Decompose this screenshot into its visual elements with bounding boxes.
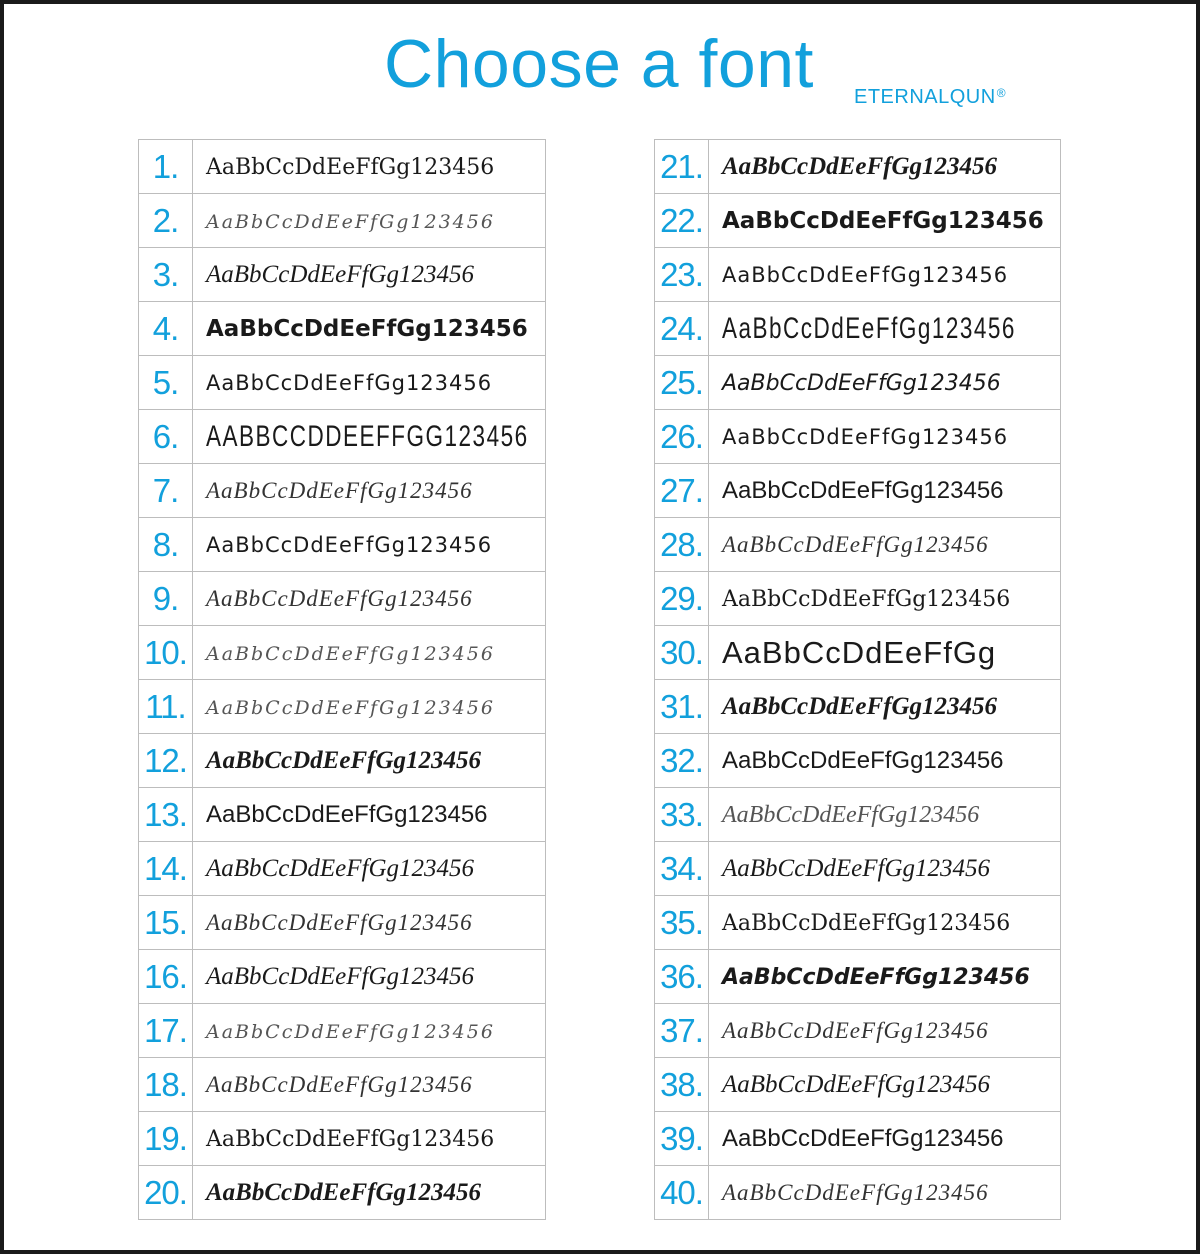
font-number: 26. bbox=[655, 410, 709, 464]
font-sample: AaBbCcDdEeFfGg123456 bbox=[206, 1126, 495, 1152]
font-number: 30. bbox=[655, 626, 709, 680]
font-sample: AaBbCcDdEeFfGg123456 bbox=[722, 370, 1001, 396]
font-sample-cell bbox=[709, 572, 1061, 626]
font-sample: AaBbCcDdEeFfGg123456 bbox=[722, 1070, 991, 1098]
font-number: 24. bbox=[655, 302, 709, 356]
font-sample: AaBbCcDdEeFfGg123456 bbox=[722, 746, 1004, 774]
font-sample: AaBbCcDdEeFfGg123456 bbox=[722, 1017, 989, 1043]
font-sample: AaBbCcDdEeFfGg123456 bbox=[206, 1071, 473, 1097]
font-number: 18. bbox=[139, 1058, 193, 1112]
font-sample-cell bbox=[193, 1058, 546, 1112]
brand-label bbox=[854, 84, 1006, 110]
font-sample-cell bbox=[193, 302, 546, 356]
font-sample-cell bbox=[193, 1004, 546, 1058]
font-table-right bbox=[654, 139, 1061, 1220]
font-sample-cell bbox=[709, 734, 1061, 788]
font-sample: AaBbCcDdEeFfGg123456 bbox=[722, 424, 1009, 449]
table-row[interactable] bbox=[139, 896, 546, 950]
font-number: 2. bbox=[139, 194, 193, 248]
font-sample-cell bbox=[193, 1112, 546, 1166]
font-number: 38. bbox=[655, 1058, 709, 1112]
font-sample: AaBbCcDdEeFfGg123456 bbox=[722, 311, 1016, 345]
table-row[interactable] bbox=[655, 356, 1061, 410]
table-row[interactable] bbox=[139, 1058, 546, 1112]
font-sample: AaBbCcDdEeFfGg123456 bbox=[722, 586, 1011, 612]
table-row[interactable] bbox=[139, 842, 546, 896]
font-sample: AaBbCcDdEeFfGg123456 bbox=[722, 152, 997, 180]
font-sample: AaBbCcDdEeFfGg123456 bbox=[206, 909, 473, 935]
font-number: 25. bbox=[655, 356, 709, 410]
font-sample-cell bbox=[193, 248, 546, 302]
font-sample-cell bbox=[193, 788, 546, 842]
font-number: 33. bbox=[655, 788, 709, 842]
font-sample-cell bbox=[709, 464, 1061, 518]
table-row[interactable] bbox=[139, 518, 546, 572]
table-row[interactable] bbox=[655, 1058, 1061, 1112]
font-sample: AABBCCDDEEFFGG123456 bbox=[206, 419, 529, 453]
font-sample-cell bbox=[193, 572, 546, 626]
table-row[interactable] bbox=[655, 464, 1061, 518]
font-number: 1. bbox=[139, 140, 193, 194]
table-row[interactable] bbox=[655, 1166, 1061, 1220]
font-sample-cell bbox=[193, 518, 546, 572]
table-row[interactable] bbox=[655, 842, 1061, 896]
table-row[interactable] bbox=[655, 572, 1061, 626]
font-sample-cell bbox=[709, 302, 1061, 356]
table-row[interactable] bbox=[139, 680, 546, 734]
font-sample: AaBbCcDdEeFfGg123456 bbox=[206, 260, 475, 288]
font-sample-cell bbox=[709, 248, 1061, 302]
font-number: 37. bbox=[655, 1004, 709, 1058]
font-sample-cell bbox=[709, 1058, 1061, 1112]
table-row[interactable] bbox=[139, 248, 546, 302]
font-number: 27. bbox=[655, 464, 709, 518]
table-row[interactable] bbox=[655, 140, 1061, 194]
font-number: 16. bbox=[139, 950, 193, 1004]
font-sample-cell bbox=[193, 950, 546, 1004]
table-row[interactable] bbox=[139, 572, 546, 626]
table-row[interactable] bbox=[139, 194, 546, 248]
table-row[interactable] bbox=[139, 356, 546, 410]
table-row[interactable] bbox=[139, 626, 546, 680]
font-number: 3. bbox=[139, 248, 193, 302]
font-sample-cell bbox=[709, 1112, 1061, 1166]
font-number: 9. bbox=[139, 572, 193, 626]
registered-mark: ® bbox=[996, 86, 1007, 100]
table-row[interactable] bbox=[655, 734, 1061, 788]
font-sample: AaBbCcDdEeFfGg123456 bbox=[206, 477, 473, 503]
font-sample: AaBbCcDdEeFfGg123456 bbox=[206, 1020, 495, 1043]
font-sample: AaBbCcDdEeFfGg123456 bbox=[722, 1179, 989, 1205]
font-sample-cell bbox=[709, 1004, 1061, 1058]
font-sample: AaBbCcDdEeFfGg123456 bbox=[722, 531, 989, 557]
table-row[interactable] bbox=[139, 1166, 546, 1220]
font-sample: AaBbCcDdEeFfGg123456 bbox=[722, 910, 1011, 936]
font-number: 10. bbox=[139, 626, 193, 680]
table-row[interactable] bbox=[139, 410, 546, 464]
font-sample: AaBbCcDdEeFfGg123456 bbox=[206, 800, 488, 828]
font-sample: AaBbCcDdEeFfGg123456 bbox=[722, 262, 1009, 287]
font-sample-cell bbox=[709, 140, 1061, 194]
font-sample-cell bbox=[709, 680, 1061, 734]
table-row[interactable] bbox=[139, 464, 546, 518]
font-number: 12. bbox=[139, 734, 193, 788]
font-sample-cell bbox=[709, 356, 1061, 410]
font-sample-cell bbox=[193, 680, 546, 734]
font-sample: AaBbCcDdEeFfGg123456 bbox=[206, 370, 493, 395]
font-number: 11. bbox=[139, 680, 193, 734]
font-number: 5. bbox=[139, 356, 193, 410]
table-row[interactable] bbox=[139, 788, 546, 842]
font-sample: AaBbCcDdEeFfGg123456 bbox=[206, 210, 495, 233]
font-number: 23. bbox=[655, 248, 709, 302]
font-sample: AaBbCcDdEeFfGg123456 bbox=[206, 532, 493, 557]
font-sample: AaBbCcDdEeFfGg123456 bbox=[206, 696, 495, 719]
font-sample: AaBbCcDdEeFfGg123456 bbox=[206, 154, 495, 180]
font-sample: AaBbCcDdEeFfGg123456 bbox=[722, 801, 980, 828]
table-row[interactable] bbox=[655, 194, 1061, 248]
table-row[interactable] bbox=[139, 1004, 546, 1058]
table-row[interactable] bbox=[655, 302, 1061, 356]
font-number: 8. bbox=[139, 518, 193, 572]
font-sample-cell bbox=[709, 194, 1061, 248]
font-sample-cell bbox=[193, 464, 546, 518]
font-sample: AaBbCcDdEeFfGg123456 bbox=[206, 854, 475, 882]
font-number: 13. bbox=[139, 788, 193, 842]
table-row[interactable] bbox=[655, 518, 1061, 572]
font-sample-cell bbox=[193, 896, 546, 950]
font-number: 14. bbox=[139, 842, 193, 896]
font-sample-cell bbox=[709, 518, 1061, 572]
font-sample-cell bbox=[709, 626, 1061, 680]
font-number: 17. bbox=[139, 1004, 193, 1058]
font-number: 32. bbox=[655, 734, 709, 788]
font-sample-cell bbox=[709, 410, 1061, 464]
font-sample-cell bbox=[709, 896, 1061, 950]
font-number: 39. bbox=[655, 1112, 709, 1166]
font-sample: AaBbCcDdEeFfGg123456 bbox=[206, 315, 528, 342]
font-sample: AaBbCcDdEeFfGg123456 bbox=[722, 476, 1004, 504]
font-number: 22. bbox=[655, 194, 709, 248]
table-row[interactable] bbox=[139, 950, 546, 1004]
font-sample: AaBbCcDdEeFfGg123456 bbox=[722, 854, 991, 882]
table-row[interactable] bbox=[655, 896, 1061, 950]
font-sample-cell bbox=[193, 356, 546, 410]
font-sample-cell bbox=[193, 1166, 546, 1220]
font-sample-cell bbox=[193, 140, 546, 194]
font-sample-cell bbox=[193, 626, 546, 680]
font-number: 4. bbox=[139, 302, 193, 356]
table-row[interactable] bbox=[655, 1004, 1061, 1058]
font-number: 36. bbox=[655, 950, 709, 1004]
table-row[interactable] bbox=[139, 1112, 546, 1166]
font-sample-cell bbox=[709, 788, 1061, 842]
table-row[interactable] bbox=[655, 680, 1061, 734]
font-sample: AaBbCcDdEeFfGg123456 bbox=[722, 692, 997, 720]
font-number: 28. bbox=[655, 518, 709, 572]
font-sample: AaBbCcDdEeFfGg123456 bbox=[206, 962, 475, 990]
font-number: 21. bbox=[655, 140, 709, 194]
font-sample-cell bbox=[193, 194, 546, 248]
font-sample-cell bbox=[709, 950, 1061, 1004]
font-number: 15. bbox=[139, 896, 193, 950]
font-sample: AaBbCcDdEeFfGg123456 bbox=[206, 746, 481, 774]
font-sample: AaBbCcDdEeFfGg123456 bbox=[722, 1124, 1004, 1152]
font-number: 19. bbox=[139, 1112, 193, 1166]
font-number: 20. bbox=[139, 1166, 193, 1220]
font-sample: AaBbCcDdEeFfGg123456 bbox=[722, 964, 1030, 990]
font-number: 35. bbox=[655, 896, 709, 950]
font-sample-cell bbox=[193, 410, 546, 464]
font-sample: AaBbCcDdEeFfGg123456 bbox=[206, 585, 473, 611]
font-sample-cell bbox=[193, 842, 546, 896]
table-row[interactable] bbox=[655, 788, 1061, 842]
font-number: 6. bbox=[139, 410, 193, 464]
font-sample-cell bbox=[709, 1166, 1061, 1220]
font-number: 34. bbox=[655, 842, 709, 896]
table-row[interactable] bbox=[655, 410, 1061, 464]
table-row[interactable] bbox=[655, 626, 1061, 680]
font-table-left bbox=[138, 139, 546, 1220]
font-sample-cell bbox=[193, 734, 546, 788]
table-row[interactable] bbox=[139, 140, 546, 194]
table-row[interactable] bbox=[655, 248, 1061, 302]
font-sample: AaBbCcDdEeFfGg123456 bbox=[722, 207, 1044, 234]
page-title: Choose a font bbox=[384, 26, 814, 102]
table-row[interactable] bbox=[139, 734, 546, 788]
font-sample: AaBbCcDdEeFfGg123456 bbox=[206, 1178, 481, 1206]
font-number: 29. bbox=[655, 572, 709, 626]
brand-name: ETERNALQUN bbox=[854, 86, 996, 108]
table-row[interactable] bbox=[139, 302, 546, 356]
font-number: 31. bbox=[655, 680, 709, 734]
font-number: 40. bbox=[655, 1166, 709, 1220]
font-number: 7. bbox=[139, 464, 193, 518]
font-sample-cell bbox=[709, 842, 1061, 896]
table-row[interactable] bbox=[655, 1112, 1061, 1166]
font-sample: AaBbCcDdEeFfGg123456 bbox=[206, 642, 495, 665]
font-sample: AaBbCcDdEeFfGg bbox=[722, 634, 997, 670]
table-row[interactable] bbox=[655, 950, 1061, 1004]
